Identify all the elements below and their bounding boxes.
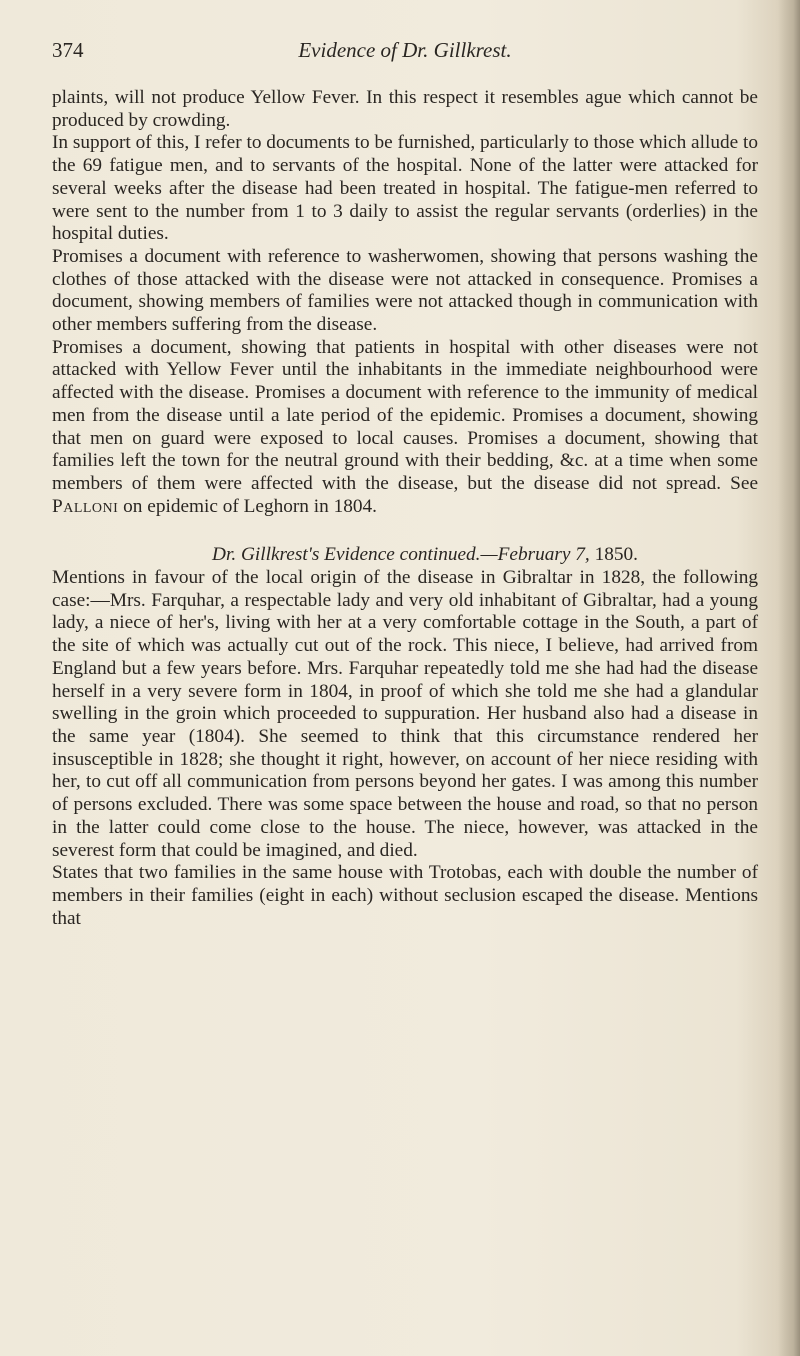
paragraph-2: In support of this, I refer to documents to be furnished, particularly to those which allude to the 69 fatigue men, and to servants of the hospital. None of the latter were attacked for several weeks after the disease had been treated in hospital. The fatigue-men referred to were sent to the number from 1 to 3 daily to assist the regular servants (orderlies) in the hospital duties. — [52, 132, 758, 245]
paragraph-3: Promises a document with reference to washerwomen, showing that persons washing the clothes of those attacked with the disease were not attacked in consequence. Promises a document, showing members of families were not attacked though in communication with other members suffering from the disease. — [52, 245, 758, 336]
section-heading-text: Dr. Gillkrest's Evidence continued.—February 7, — [212, 544, 590, 566]
page-header — [52, 38, 758, 68]
paragraph-6: States that two families in the same house with Trotobas, each with double the number of members in their families (eight in each) without seclusion escaped the disease. Mentions that — [52, 862, 758, 929]
paragraph-4-text: Promises a document, showing that patients in hospital with other diseases were not attacked with Yellow Fever until the inhabitants in the immediate neighbourhood were affected with the disease. Promises a document with reference to the immunity of medical men from the disease until a late period of the epidemic. Promises a document, showing that men on guard were exposed to local causes. Promises a document, showing that families left the town for the neutral ground with their bedding, &c. at a time when some members of them were affected with the disease, but the disease did not spread. See — [52, 336, 758, 494]
running-title: Evidence of Dr. Gillkrest. — [298, 38, 512, 62]
body-text — [52, 87, 758, 930]
section-heading — [52, 544, 758, 567]
paragraph-1: plaints, will not produce Yellow Fever. In this respect it resembles ague which cannot be produced by crowding. — [52, 87, 758, 131]
paragraph-5: Mentions in favour of the local origin of the disease in Gibraltar in 1828, the following case:—Mrs. Farquhar, a respectable lady and very old inhabitant of Gibraltar, had a young lady, a niece of her's, living with her at a very comfortable cottage in the South, a part of the site of which was actually cut out of the rock. This niece, I believe, had arrived from England but a few years before. Mrs. Farquhar repeatedly told me she had had the disease herself in a very severe form in 1804, in proof of which she told me she had a glandular swelling in the groin which proceeded to suppuration. Her husband also had a disease in the same year (1804). She seemed to think that this circumstance rendered her insusceptible in 1828; she thought it right, however, on account of her niece residing with her, to cut off all communication from persons beyond her gates. I was among this number of persons excluded. There was some space between the house and road, so that no person in the latter could come close to the house. The niece, however, was attacked in the severest form that could be imagined, and died. — [52, 567, 758, 861]
paragraph-4-end: on epidemic of Leghorn in 1804. — [123, 495, 377, 517]
paragraph-4 — [52, 337, 758, 519]
section-heading-year: 1850. — [594, 544, 638, 566]
page-edge-shadow — [778, 0, 800, 1356]
page-number: 374 — [52, 38, 84, 62]
author-name-palloni: Palloni — [52, 495, 119, 517]
